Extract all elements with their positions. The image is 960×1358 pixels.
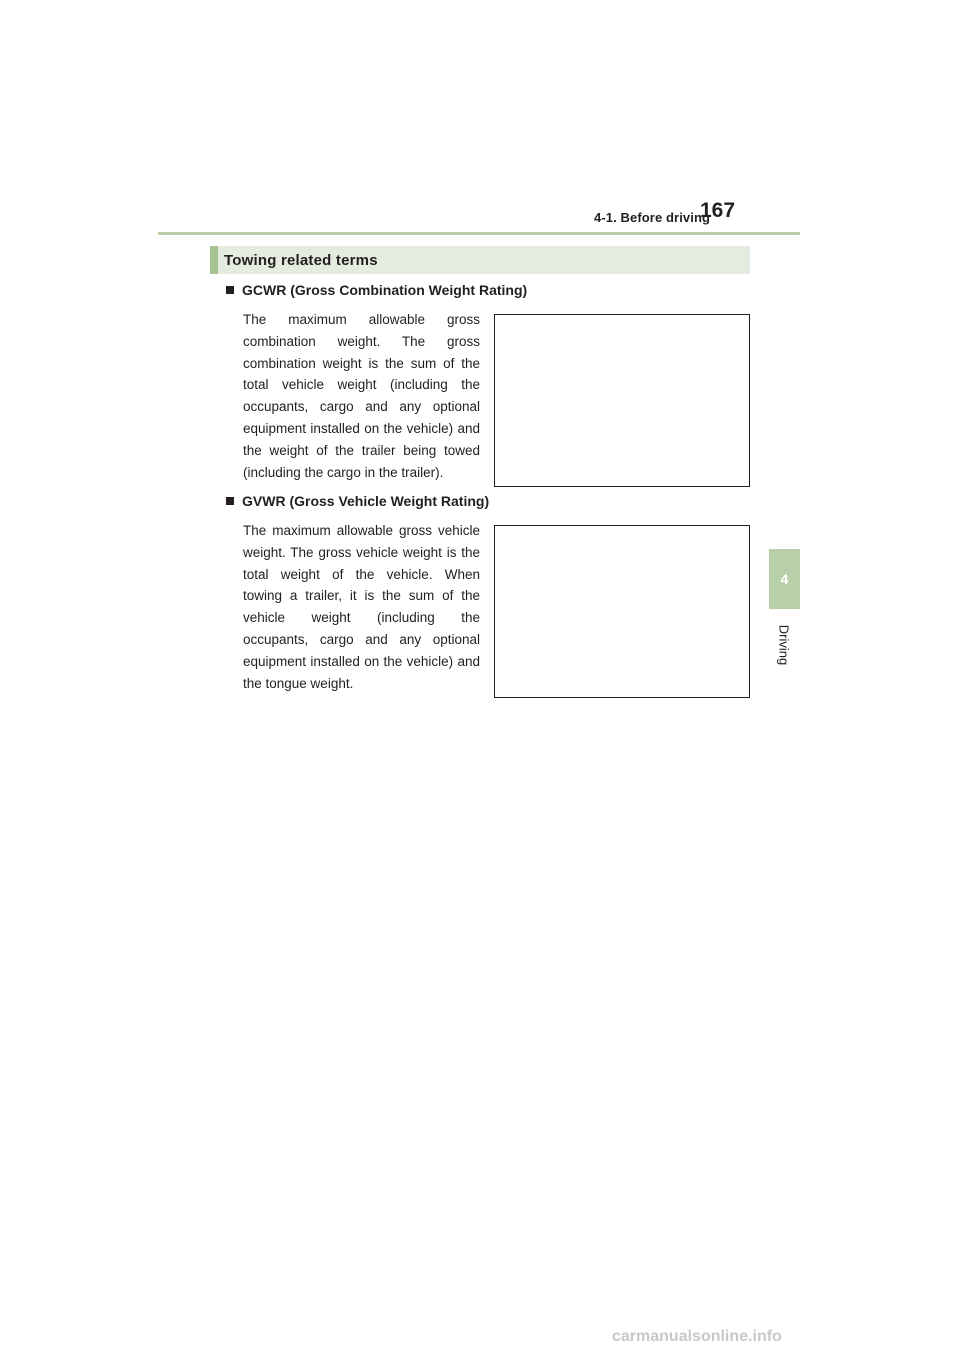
section-label: 4-1. Before driving — [594, 210, 711, 225]
header-rule — [158, 232, 800, 235]
chapter-label: Driving — [776, 624, 792, 666]
section-title: Towing related terms — [224, 251, 378, 269]
figure-placeholder-gcwr — [494, 314, 750, 487]
watermark: carmanualsonline.info — [612, 1328, 782, 1345]
term-body-gvwr: The maximum allowable gross vehicle weight. The gross vehicle weight is the total weight of the vehicle. When towing a trailer, it is the sum of the vehicle weight (including the occupants, cargo and any optional equipment installed on the vehicle) and the tongue weight. — [243, 523, 480, 691]
chapter-tab[interactable]: 4 — [769, 549, 800, 609]
figure-placeholder-gvwr — [494, 525, 750, 698]
square-bullet-icon — [226, 286, 234, 294]
term-heading-gvwr — [226, 493, 489, 509]
term-heading-gcwr — [226, 282, 527, 298]
section-title-box — [210, 246, 750, 274]
square-bullet-icon — [226, 497, 234, 505]
term-body-gcwr: The maximum allowable gross combination weight. The gross combination weight is the sum of the total vehicle weight (including the occupants, cargo and any optional equipment installed on the vehicle) and the weight of the trailer being towed (including the cargo in the trailer). — [243, 312, 480, 480]
term-heading-text: GCWR (Gross Combination Weight Rating) — [242, 282, 528, 298]
term-heading-text: GVWR (Gross Vehicle Weight Rating) — [242, 493, 490, 509]
page-number: 167 — [700, 199, 736, 222]
